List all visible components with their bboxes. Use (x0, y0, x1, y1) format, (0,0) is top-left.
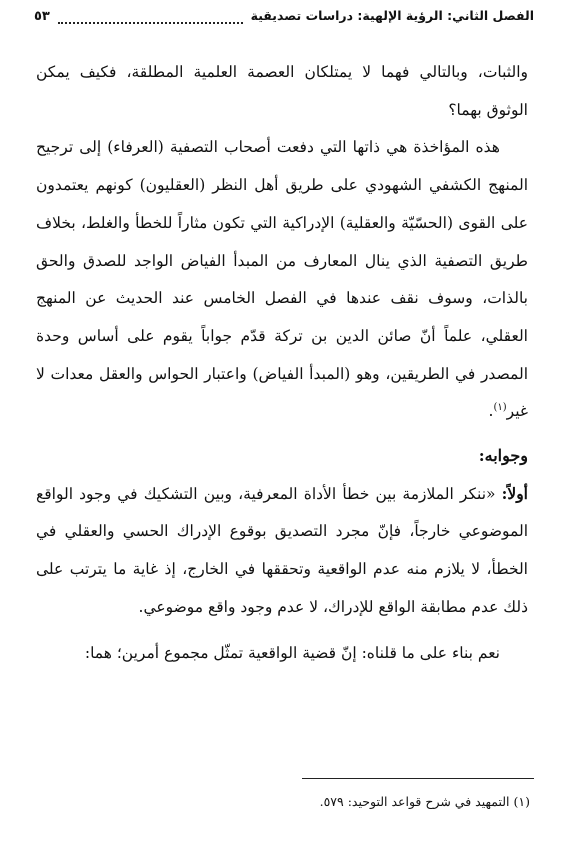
paragraph-3 (36, 475, 528, 627)
page-number: ٥٣ (34, 9, 50, 24)
footnote: (١) التمهيد في شرح قواعد التوحيد: ٥٧٩. (319, 794, 530, 809)
paragraph-1: والثبات، وبالتالي فهما لا يمتلكان العصمة العلمية المطلقة، فكيف يمكن الوثوق بهما؟ (36, 63, 528, 119)
chapter-title: الفصل الثاني: الرؤية الإلهية: دراسات تصديقية (250, 8, 534, 23)
header-leader-dots (58, 21, 243, 24)
paragraph-3-text: «ننكر الملازمة بين خطأ الأداة المعرفية، وبين التشكيك في وجود الواقع الموضوعي خارجاً، فإنّ مجرد التصديق بوقوع الإدراك الحسي والعقلي في الخطأ، لا يلازم منه عدم الواقعية وتحققها في الخارج، إذ غاية ما يترتب على ذلك عدم مطابقة الواقع للإدراك، لا عدم وجود واقع موضوعي. (36, 484, 528, 616)
paragraph-2-text: هذه المؤاخذة هي ذاتها التي دفعت أصحاب التصفية (العرفاء) إلى ترجيح المنهج الكشفي الشهودي على طريق أهل النظر (العقليون) كونهم يعتمدون على القوى (الحسّيّة والعقلية) الإدراكية التي تكون مثاراً للخطأ والغلط، بخلاف طريق التصفية الذي ينال المعارف من المبدأ الفياض الواجد للصدق والحق بالذات، وسوف نقف عندها في الفصل الخامس عند الحديث عن المنهج العقلي، علماً أنّ صائن الدين بن تركة قدّم جواباً يقوم على أساس وحدة المصدر في الطريقين، وهو (المبدأ الفياض) واعتبار الحواس والعقل معدات لا غير (36, 138, 529, 421)
section-heading: وجوابه: (478, 446, 528, 466)
paragraph-2: هذه المؤاخذة هي ذاتها التي دفعت أصحاب التصفية (العرفاء) إلى ترجيح المنهج الكشفي الشهودي على طريق أهل النظر (العقليون) كونهم يعتمدون على القوى (الحسّيّة والعقلية) الإدراكية التي تكون مثاراً للخطأ والغلط، بخلاف طريق التصفية الذي ينال المعارف من المبدأ الفياض الواجد للصدق والحق بالذات، وسوف نقف عندها في الفصل الخامس عند الحديث عن المنهج العقلي، علماً أنّ صائن الدين بن تركة قدّم جواباً يقوم على أساس وحدة المصدر في الطريقين، وهو (المبدأ الفياض) واعتبار الحواس والعقل معدات لا غير$^{(١)}$. (36, 138, 529, 421)
paragraph-4: نعم بناء على ما قلناه: إنّ قضية الواقعية تمثّل مجموع أمرين؛ هما: (84, 643, 500, 662)
body-text (36, 54, 528, 672)
footnote-reference: (١) (493, 402, 507, 414)
point-label: أولاً: (501, 483, 528, 503)
footnote-separator (302, 778, 534, 779)
running-header (34, 8, 534, 32)
